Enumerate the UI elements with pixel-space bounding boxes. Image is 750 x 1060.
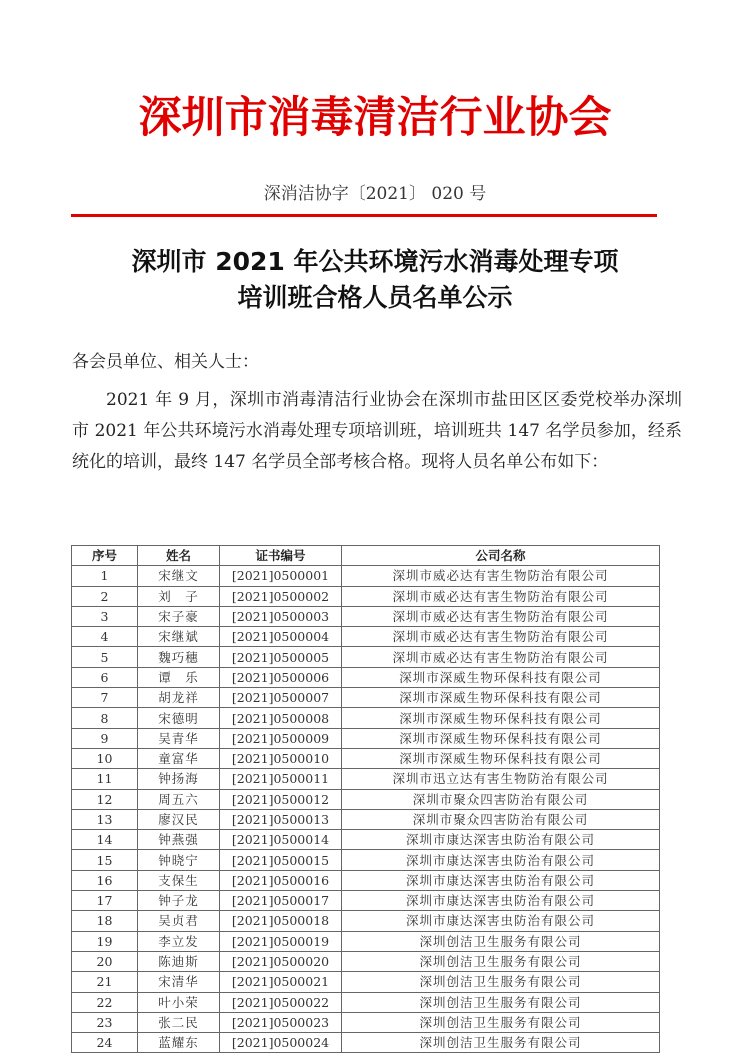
table-row <box>72 688 660 708</box>
roster-table <box>71 545 660 1053</box>
header-cert: 证书编号 <box>220 546 342 566</box>
name-cell: 谭 乐 <box>138 667 220 687</box>
table-row <box>72 667 660 687</box>
name-cell: 钟扬海 <box>138 769 220 789</box>
company-cell: 深圳市威必达有害生物防治有限公司 <box>342 606 660 626</box>
header-seq: 序号 <box>72 546 138 566</box>
table-row <box>72 586 660 606</box>
name-cell: 宋继斌 <box>138 627 220 647</box>
seq-cell: 12 <box>72 789 138 809</box>
cert-cell: [2021]0500018 <box>220 911 342 931</box>
company-cell: 深圳市康达深害虫防治有限公司 <box>342 891 660 911</box>
company-cell: 深圳创洁卫生服务有限公司 <box>342 1033 660 1053</box>
cert-cell: [2021]0500023 <box>220 1012 342 1032</box>
seq-cell: 20 <box>72 951 138 971</box>
table-row <box>72 911 660 931</box>
seq-cell: 15 <box>72 850 138 870</box>
name-cell: 钟子龙 <box>138 891 220 911</box>
seq-cell: 4 <box>72 627 138 647</box>
name-cell: 支保生 <box>138 870 220 890</box>
cert-cell: [2021]0500024 <box>220 1033 342 1053</box>
seq-cell: 18 <box>72 911 138 931</box>
notice-body: 2021 年 9 月，深圳市消毒清洁行业协会在深圳市盐田区区委党校举办深圳市 2021 年公共环境污水消毒处理专项培训班，培训班共 147 名学员参加，经系统化的培训，最终 147 名学员全部考核合格。现将人员名单公布如下： <box>72 390 682 472</box>
notice-title-line-2: 培训班合格人员名单公示 <box>237 283 513 312</box>
name-cell: 张二民 <box>138 1012 220 1032</box>
company-cell: 深圳市康达深害虫防治有限公司 <box>342 870 660 890</box>
seq-cell: 3 <box>72 606 138 626</box>
seq-cell: 19 <box>72 931 138 951</box>
company-cell: 深圳市深威生物环保科技有限公司 <box>342 728 660 748</box>
seq-cell: 8 <box>72 708 138 728</box>
table-row <box>72 769 660 789</box>
name-cell: 宋德明 <box>138 708 220 728</box>
table-row <box>72 627 660 647</box>
cert-cell: [2021]0500012 <box>220 789 342 809</box>
table-row <box>72 728 660 748</box>
cert-cell: [2021]0500008 <box>220 708 342 728</box>
cert-cell: [2021]0500013 <box>220 809 342 829</box>
table-row <box>72 1012 660 1032</box>
cert-cell: [2021]0500015 <box>220 850 342 870</box>
salutation: 各会员单位、相关人士： <box>72 352 259 372</box>
company-cell: 深圳创洁卫生服务有限公司 <box>342 972 660 992</box>
company-cell: 深圳市迅立达有害生物防治有限公司 <box>342 769 660 789</box>
seq-cell: 11 <box>72 769 138 789</box>
seq-cell: 14 <box>72 830 138 850</box>
organization-title: 深圳市消毒清洁行业协会 <box>138 93 612 143</box>
seq-cell: 2 <box>72 586 138 606</box>
name-cell: 陈迪斯 <box>138 951 220 971</box>
table-row <box>72 931 660 951</box>
company-cell: 深圳创洁卫生服务有限公司 <box>342 951 660 971</box>
company-cell: 深圳市威必达有害生物防治有限公司 <box>342 566 660 586</box>
header-name: 姓名 <box>138 546 220 566</box>
name-cell: 李立发 <box>138 931 220 951</box>
name-cell: 钟燕强 <box>138 830 220 850</box>
table-row <box>72 951 660 971</box>
company-cell: 深圳创洁卫生服务有限公司 <box>342 1012 660 1032</box>
company-cell: 深圳市深威生物环保科技有限公司 <box>342 748 660 768</box>
cert-cell: [2021]0500001 <box>220 566 342 586</box>
name-cell: 吴青华 <box>138 728 220 748</box>
table-row <box>72 566 660 586</box>
cert-cell: [2021]0500002 <box>220 586 342 606</box>
seq-cell: 6 <box>72 667 138 687</box>
company-cell: 深圳市聚众四害防治有限公司 <box>342 789 660 809</box>
document-number: 深消洁协字〔2021〕 020 号 <box>263 184 487 204</box>
table-row <box>72 992 660 1012</box>
company-cell: 深圳市康达深害虫防治有限公司 <box>342 911 660 931</box>
table-row <box>72 809 660 829</box>
company-cell: 深圳市威必达有害生物防治有限公司 <box>342 586 660 606</box>
table-row <box>72 830 660 850</box>
cert-cell: [2021]0500009 <box>220 728 342 748</box>
table-row <box>72 891 660 911</box>
name-cell: 周五六 <box>138 789 220 809</box>
company-cell: 深圳市威必达有害生物防治有限公司 <box>342 627 660 647</box>
seq-cell: 13 <box>72 809 138 829</box>
cert-cell: [2021]0500021 <box>220 972 342 992</box>
table-row <box>72 870 660 890</box>
cert-cell: [2021]0500010 <box>220 748 342 768</box>
roster-body <box>72 566 660 1053</box>
name-cell: 钟晓宁 <box>138 850 220 870</box>
company-cell: 深圳市威必达有害生物防治有限公司 <box>342 647 660 667</box>
cert-cell: [2021]0500007 <box>220 688 342 708</box>
name-cell: 吴贞君 <box>138 911 220 931</box>
cert-cell: [2021]0500011 <box>220 769 342 789</box>
company-cell: 深圳市康达深害虫防治有限公司 <box>342 850 660 870</box>
seq-cell: 16 <box>72 870 138 890</box>
table-row <box>72 708 660 728</box>
company-cell: 深圳市深威生物环保科技有限公司 <box>342 708 660 728</box>
name-cell: 蓝耀东 <box>138 1033 220 1053</box>
cert-cell: [2021]0500022 <box>220 992 342 1012</box>
seq-cell: 23 <box>72 1012 138 1032</box>
cert-cell: [2021]0500005 <box>220 647 342 667</box>
notice-title-line-1: 深圳市 2021 年公共环境污水消毒处理专项 <box>131 247 619 276</box>
table-row <box>72 606 660 626</box>
company-cell: 深圳市聚众四害防治有限公司 <box>342 809 660 829</box>
table-row <box>72 748 660 768</box>
seq-cell: 22 <box>72 992 138 1012</box>
red-divider-line <box>71 214 657 217</box>
company-cell: 深圳市康达深害虫防治有限公司 <box>342 830 660 850</box>
company-cell: 深圳创洁卫生服务有限公司 <box>342 992 660 1012</box>
name-cell: 叶小荣 <box>138 992 220 1012</box>
cert-cell: [2021]0500004 <box>220 627 342 647</box>
name-cell: 胡龙祥 <box>138 688 220 708</box>
company-cell: 深圳市深威生物环保科技有限公司 <box>342 688 660 708</box>
cert-cell: [2021]0500006 <box>220 667 342 687</box>
name-cell: 刘 子 <box>138 586 220 606</box>
table-row <box>72 972 660 992</box>
name-cell: 宋子豪 <box>138 606 220 626</box>
cert-cell: [2021]0500016 <box>220 870 342 890</box>
seq-cell: 17 <box>72 891 138 911</box>
name-cell: 宋继文 <box>138 566 220 586</box>
cert-cell: [2021]0500003 <box>220 606 342 626</box>
name-cell: 宋清华 <box>138 972 220 992</box>
seq-cell: 24 <box>72 1033 138 1053</box>
header-company: 公司名称 <box>342 546 660 566</box>
company-cell: 深圳创洁卫生服务有限公司 <box>342 931 660 951</box>
table-row <box>72 850 660 870</box>
seq-cell: 10 <box>72 748 138 768</box>
notice-title <box>0 244 750 316</box>
name-cell: 廖汉民 <box>138 809 220 829</box>
name-cell: 童富华 <box>138 748 220 768</box>
company-cell: 深圳市深威生物环保科技有限公司 <box>342 667 660 687</box>
cert-cell: [2021]0500020 <box>220 951 342 971</box>
table-row <box>72 1033 660 1053</box>
seq-cell: 5 <box>72 647 138 667</box>
cert-cell: [2021]0500019 <box>220 931 342 951</box>
table-row <box>72 647 660 667</box>
table-row <box>72 789 660 809</box>
seq-cell: 9 <box>72 728 138 748</box>
seq-cell: 1 <box>72 566 138 586</box>
seq-cell: 21 <box>72 972 138 992</box>
table-header-row <box>72 546 660 566</box>
cert-cell: [2021]0500014 <box>220 830 342 850</box>
seq-cell: 7 <box>72 688 138 708</box>
name-cell: 魏巧穗 <box>138 647 220 667</box>
cert-cell: [2021]0500017 <box>220 891 342 911</box>
